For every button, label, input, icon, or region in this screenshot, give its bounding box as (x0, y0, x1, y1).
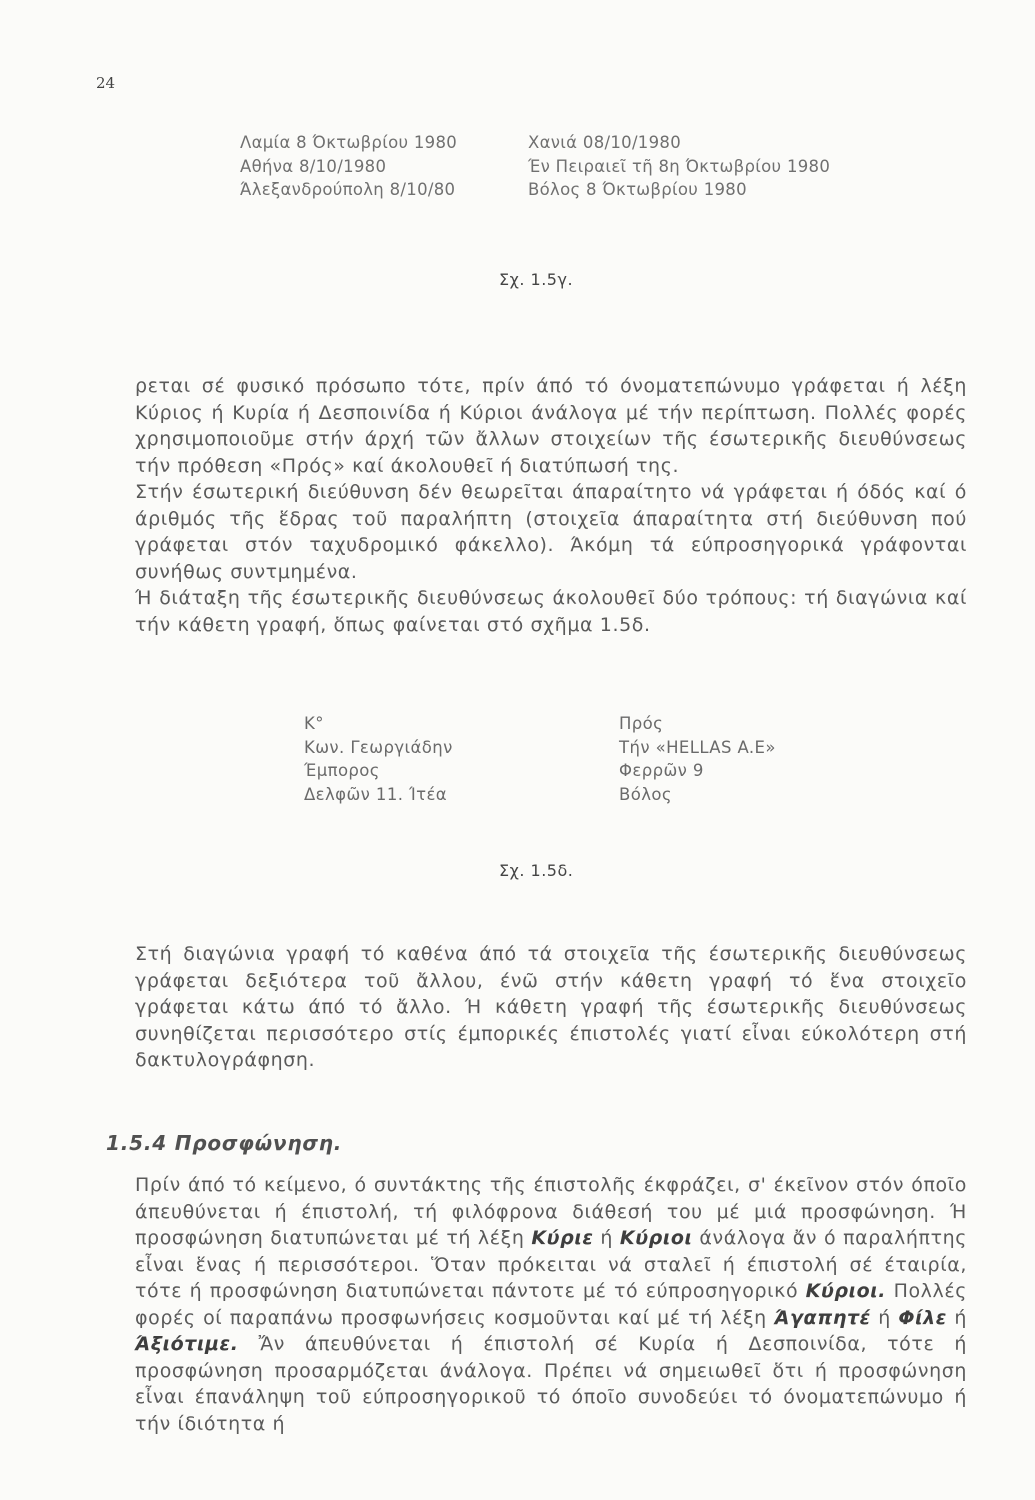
date-line: Λαμία 8 Όκτωβρίου 1980 (240, 133, 458, 152)
paragraph (135, 1172, 967, 1437)
figure-caption-1-5d: Σχ. 1.5δ. (499, 861, 574, 880)
emphasized-term: Άγαπητέ (774, 1306, 871, 1329)
paragraph: Στήν έσωτερική διεύθυνση δέν θεωρεῖται άπαραίτητο νά γράφεται ή όδός καί ό άριθμός τῆς ἕδρας τοῦ παραλήπτη (στοιχεῖα άπαραίτητα στή διεύθυνση πού γράφεται στόν ταχυδρομικό φάκελλο). Άκόμη τά εύπροσηγορικά γράφονται συνήθως συντμημένα. (135, 481, 967, 583)
address-line: Δελφῶν 11. Ίτέα (304, 784, 448, 804)
text-run: Πολλές φορές οί παραπάνω προσφωνήσεις κοσμοῦνται καί μέ τή λέξη (135, 1280, 967, 1329)
emphasized-term: Άξιότιμε. (135, 1333, 239, 1355)
date-line: Βόλος 8 Όκτωβρίου 1980 (528, 180, 747, 199)
text-run: ή (870, 1306, 899, 1329)
address-line: Κων. Γεωργιάδην (304, 737, 453, 757)
dates-column-left (240, 131, 457, 202)
paragraph: Στή διαγώνια γραφή τό καθένα άπό τά στοιχεῖα τῆς έσωτερικῆς διευθύνσεως γράφεται δεξιότερα τοῦ ἄλλου, ένῶ στήν κάθετη γραφή τό ἕνα στοιχεῖο γράφεται κάτω άπό τό ἄλλο. Ή κάθετη γραφή τῆς έσωτερικῆς διευθύνσεως συνηθίζεται περισσότερο στίς έμπορικές έπιστολές γιατί εἶναι εύκολότερη στή δακτυλογράφηση. (135, 943, 967, 1071)
emphasized-term: Φίλε (898, 1306, 947, 1329)
dates-column-right (528, 131, 830, 202)
date-line: Χανιά 08/10/1980 (528, 133, 682, 152)
address-line: Βόλος (619, 784, 672, 804)
address-line: Φερρῶν 9 (619, 761, 704, 780)
emphasized-term: Κύριοι (619, 1227, 693, 1249)
figure-caption-1-5g: Σχ. 1.5γ. (499, 270, 574, 289)
address-line: Έμπορος (304, 761, 380, 780)
text-run: Ἄν άπευθύνεται ή έπιστολή σέ Κυρία ή Δεσποινίδα, τότε ή προσφώνηση προσαρμόζεται άνάλογα. Πρέπει νά σημειωθεῖ ὅτι ή προσφώνηση εἶναι έπανάληψη τοῦ εύπροσηγορικοῦ τό όποῖο συνοδεύει τό όνοματεπώνυμο ή τήν ίδιότητα ή (135, 1333, 967, 1435)
address-vertical (619, 712, 776, 806)
text-block-middle (135, 941, 967, 1074)
address-diagonal (304, 712, 453, 806)
address-line: Τήν «HELLAS A.E» (619, 737, 776, 757)
text-block-upper (135, 373, 967, 638)
text-run: Πρίν άπό τό κείμενο, ό συντάκτης τῆς έπιστολῆς έκφράζει, σ' έκεῖνον στόν όποῖο άπευθύνεται ή έπιστολή, τή φιλόφρονα διάθεσή του μέ μιά προσφώνηση. Ή προσφώνηση διατυπώνεται μέ τή λέξη (135, 1174, 967, 1249)
text-run: ή (946, 1306, 967, 1329)
text-block-lower (135, 1172, 967, 1437)
emphasized-term: Κύριε (531, 1227, 594, 1249)
paragraph: ρεται σέ φυσικό πρόσωπο τότε, πρίν άπό τό όνοματεπώνυμο γράφεται ή λέξη Κύριος ή Κυρία ή Δεσποινίδα ή Κύριοι άνάλογα μέ τήν περίπτωση. Πολλές φορές χρησιμοποιοῦμε στήν άρχή τῶν ἄλλων στοιχείων τῆς έσωτερικῆς διευθύνσεως τήν πρόθεση «Πρός» καί άκολουθεῖ ή διατύπωσή της. (135, 375, 967, 477)
address-line: Πρός (619, 714, 664, 733)
page-number: 24 (96, 74, 116, 92)
text-run: άνάλογα ἄν ό παραλήπτης εἶναι ἕνας ή περισσότεροι. Ὅταν πρόκειται νά σταλεῖ ή έπιστολή σέ έταιρία, τότε ή προσφώνηση διατυπώνεται πάντοτε μέ τό εύπροσηγορικό (135, 1227, 967, 1302)
date-line: Άλεξανδρούπολη 8/10/80 (240, 180, 456, 199)
emphasized-term: Κύριοι. (805, 1280, 887, 1302)
date-line: Έν Πειραιεῖ τῆ 8η Όκτωβρίου 1980 (528, 156, 831, 176)
date-line: Αθήνα 8/10/1980 (240, 156, 387, 176)
address-line: Κ° (304, 714, 324, 733)
section-heading: 1.5.4 Προσφώνηση. (106, 1131, 343, 1155)
paragraph: Ή διάταξη τῆς έσωτερικῆς διευθύνσεως άκολουθεῖ δύο τρόπους: τή διαγώνια καί τήν κάθετη γραφή, ὅπως φαίνεται στό σχῆμα 1.5δ. (135, 587, 967, 636)
text-run: ή (593, 1227, 620, 1249)
